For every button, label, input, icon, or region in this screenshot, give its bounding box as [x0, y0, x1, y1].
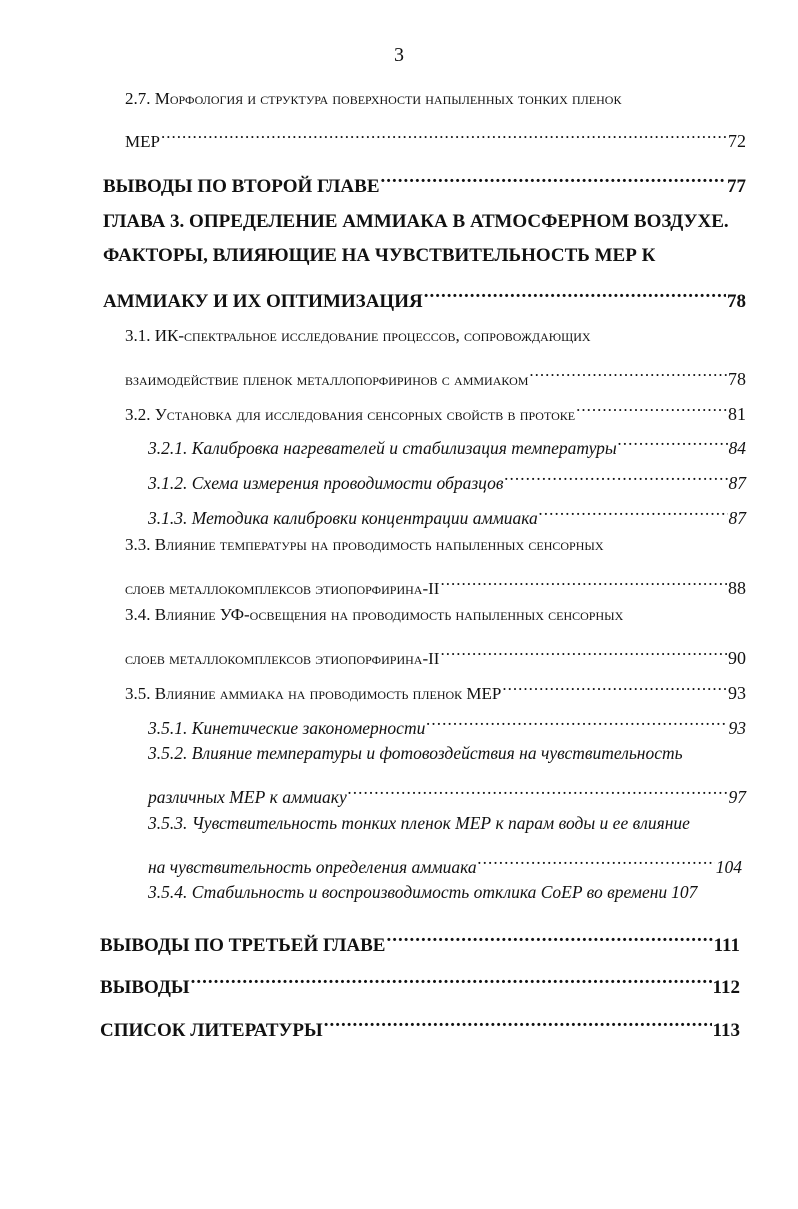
leader-dots: [324, 1006, 712, 1036]
toc-entry-3-4-line1[interactable]: 3.4. Влияние УФ-освещения на проводимость напыленных сенсорных: [125, 605, 624, 624]
toc-entry-3-3-line1[interactable]: 3.3. Влияние температуры на проводимость напыленных сенсорных: [125, 535, 604, 554]
toc-entry-2-7-line1[interactable]: 2.7. Морфология и структура поверхности напыленных тонких пленок: [125, 89, 622, 108]
toc-page-number: 78: [728, 369, 746, 389]
toc-entry-text: МЕР: [125, 132, 160, 151]
toc-entry-3-2[interactable]: [125, 390, 746, 424]
toc-entry-text: ВЫВОДЫ ПО ВТОРОЙ ГЛАВЕ: [103, 176, 380, 197]
toc-entry-references[interactable]: [100, 1006, 740, 1041]
toc-page-number: 81: [728, 404, 746, 424]
toc-page-number: 112: [712, 977, 740, 998]
toc-entry-3-5-2-line1[interactable]: 3.5.2. Влияние температуры и фотовоздействия на чувствительность: [148, 743, 683, 763]
toc-page-number: 87: [728, 508, 746, 528]
toc-entry-conclusions-ch3[interactable]: [100, 921, 740, 956]
toc-page-number: 88: [728, 578, 746, 598]
toc-entry-3-5-3-line1[interactable]: 3.5.3. Чувствительность тонких пленок МЕР к парам воды и ее влияние: [148, 813, 690, 833]
toc-page-number: 87: [728, 473, 746, 493]
leader-dots: [348, 773, 728, 803]
leader-dots: [539, 494, 728, 524]
toc-page-number: 84: [728, 438, 746, 458]
toc-entry-conclusions[interactable]: [100, 963, 740, 998]
toc-entry-3-1-line1[interactable]: 3.1. ИК-спектральное исследование процессов, сопровождающих: [125, 326, 591, 345]
toc-page-number: 97: [728, 787, 746, 807]
toc-page-number: 104: [715, 857, 742, 877]
toc-entry-text: взаимодействие пленок металлопорфиринов с аммиаком: [125, 370, 529, 389]
toc-page-number: 107: [671, 882, 698, 902]
toc-page-number: 93: [728, 718, 746, 738]
toc-entry-text: на чувствительность определения аммиака: [148, 857, 477, 877]
leader-dots: [424, 277, 726, 307]
toc-entry-conclusions-ch2[interactable]: [103, 162, 746, 197]
toc-entry-text: 3.1.3. Методика калибровки концентрации аммиака: [148, 508, 538, 528]
toc-entry-chapter3[interactable]: [103, 277, 746, 312]
toc-entry-text: ВЫВОДЫ ПО ТРЕТЬЕЙ ГЛАВЕ: [100, 935, 386, 956]
toc-entry-text: 3.2.1. Калибровка нагревателей и стабилизация температуры: [148, 438, 617, 458]
toc-entry-text: 3.5. Влияние аммиака на проводимость пленок МЕР: [125, 684, 502, 703]
toc-entry-text: различных МЕР к аммиаку: [148, 787, 347, 807]
toc-entry-text: 3.1.2. Схема измерения проводимости образцов: [148, 473, 504, 493]
toc-entry-text: СПИСОК ЛИТЕРАТУРЫ: [100, 1020, 323, 1041]
toc-entry-3-1-2[interactable]: [148, 459, 746, 493]
toc-page-number: 90: [728, 648, 746, 668]
toc-entry-3-1-3[interactable]: [148, 494, 746, 528]
leader-dots: [618, 424, 728, 454]
toc-page-number: 111: [713, 935, 740, 956]
toc-entry-text: АММИАКУ И ИХ ОПТИМИЗАЦИЯ: [103, 291, 423, 312]
leader-dots: [478, 843, 715, 873]
leader-dots: [386, 921, 712, 951]
toc-chapter3-line2[interactable]: ФАКТОРЫ, ВЛИЯЮЩИЕ НА ЧУВСТВИТЕЛЬНОСТЬ МЕР К: [103, 245, 656, 266]
leader-dots: [191, 963, 712, 993]
toc-entry-3-5-1[interactable]: [148, 704, 746, 738]
toc-entry-3-1[interactable]: [125, 355, 746, 389]
toc-entry-3-4[interactable]: [125, 634, 746, 668]
toc-entry-text: 3.5.1. Кинетические закономерности: [148, 718, 426, 738]
toc-chapter3-line1[interactable]: ГЛАВА 3. ОПРЕДЕЛЕНИЕ АММИАКА В АТМОСФЕРНОМ ВОЗДУХЕ.: [103, 211, 729, 232]
toc-entry-3-2-1[interactable]: [148, 424, 746, 458]
leader-dots: [505, 459, 728, 489]
leader-dots: [426, 704, 727, 734]
leader-dots: [502, 669, 727, 699]
toc-page-number: 93: [728, 683, 746, 703]
leader-dots: [440, 564, 727, 594]
toc-page-number: 72: [728, 131, 746, 151]
leader-dots: [381, 162, 727, 192]
toc-entry-text: ВЫВОДЫ: [100, 977, 190, 998]
toc-entry-3-5-2[interactable]: [148, 773, 746, 807]
toc-page-number: 77: [727, 176, 746, 197]
toc-entry-text: слоев металлокомплексов этиопорфирина-II: [125, 649, 440, 668]
toc-entry-text: слоев металлокомплексов этиопорфирина-II: [125, 579, 440, 598]
toc-page-number: 78: [727, 291, 746, 312]
toc-entry-3-3[interactable]: [125, 564, 746, 598]
leader-dots: [576, 390, 727, 420]
page-number: 3: [394, 44, 404, 66]
toc-entry-3-5-4[interactable]: [148, 877, 742, 907]
toc-page-number: 113: [712, 1020, 740, 1041]
toc-entry-3-5-3[interactable]: [148, 843, 742, 877]
leader-dots: [440, 634, 727, 664]
toc-entry-text: 3.2. Установка для исследования сенсорных свойств в протоке: [125, 405, 576, 424]
toc-entry-3-5[interactable]: [125, 669, 746, 703]
leader-dots: [161, 117, 727, 147]
toc-entry-2-7[interactable]: [125, 117, 746, 151]
leader-dots: [529, 355, 727, 385]
toc-entry-text: 3.5.4. Стабильность и воспроизводимость отклика CoEP во времени: [148, 882, 668, 902]
